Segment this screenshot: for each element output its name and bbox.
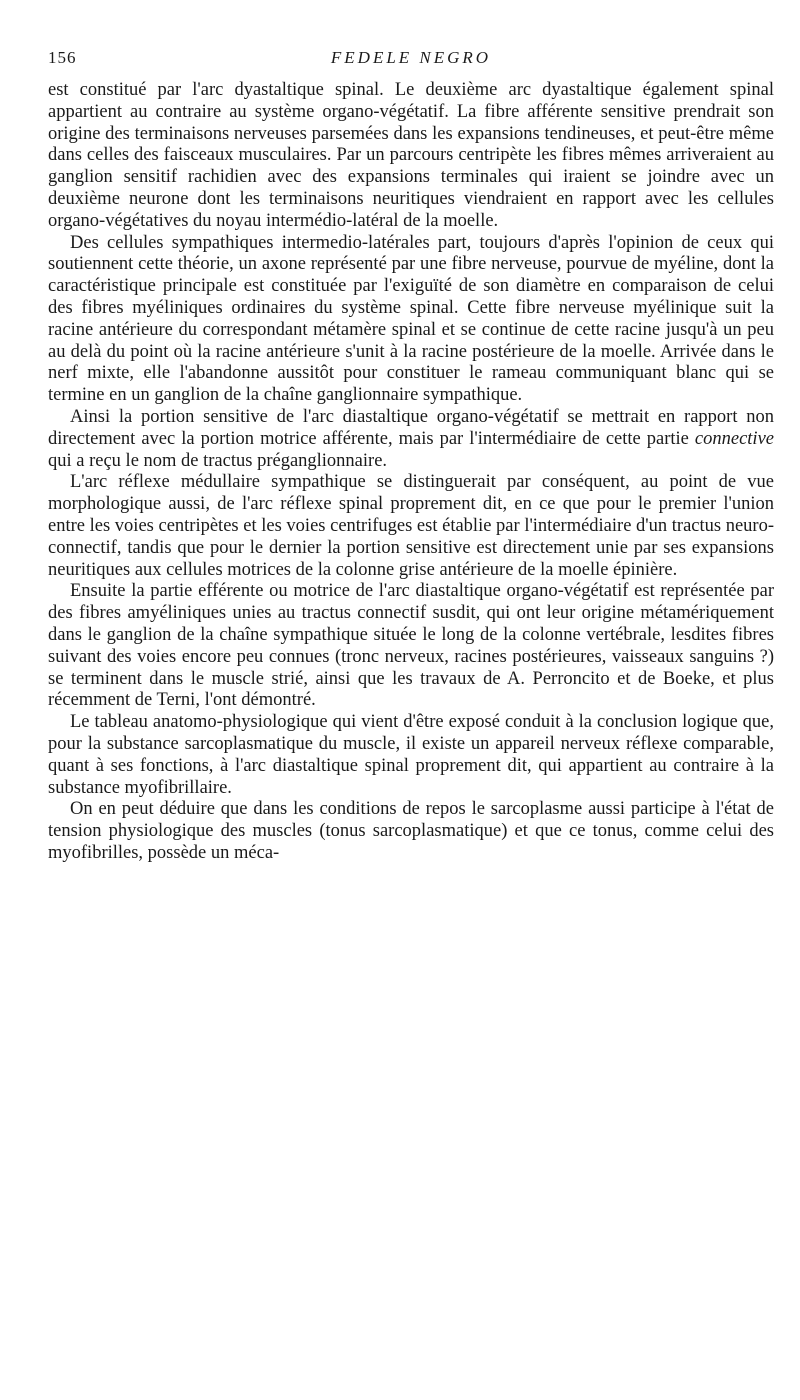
paragraph-3-text-after: qui a reçu le nom de tractus préganglionnaire. bbox=[48, 450, 388, 471]
paragraph-3 bbox=[48, 407, 774, 472]
body-text bbox=[48, 80, 774, 865]
paragraph-2: Des cellules sympathiques intermedio-latérales part, toujours d'après l'opinion de ceux qui soutiennent cette théorie, un axone représenté par une fibre nerveuse, pourvue de myéline, dont la caractéristique principale est constituée par l'exiguïté de son diamètre en comparaison de celui des fibres myéliniques ordinaires du système spinal. Cette fibre nerveuse myélinique suit la racine antérieure du correspondant métamère spinal et se continue de cette racine jusqu'à un peu au delà du point où la racine antérieure s'unit à la racine postérieure de la moelle. Arrivée dans le nerf mixte, elle l'abandonne aussitôt pour constituer le rameau communiquant blanc qui se termine en un ganglion de la chaîne ganglionnaire sympathique. bbox=[48, 232, 774, 406]
page-number: 156 bbox=[48, 48, 77, 67]
paragraph-4: L'arc réflexe médullaire sympathique se distinguerait par conséquent, au point de vue morphologique aussi, de l'arc réflexe spinal proprement dit, en ce que pour le premier l'union entre les voies centripètes et les voies centrifuges est établie par l'intermédiaire d'un tractus neuro-connectif, tandis que pour le dernier la portion sensitive est directement unie par ses expansions neuritiques aux cellules motrices de la colonne grise antérieure de la moelle épinière. bbox=[48, 472, 774, 580]
paragraph-3-text-before: Ainsi la portion sensitive de l'arc diastaltique organo-végétatif se mettrait en rapport non directement avec la portion motrice afférente, mais par l'intermédiaire de cette partie bbox=[48, 406, 774, 449]
page-header bbox=[48, 48, 774, 74]
paragraph-5: Ensuite la partie efférente ou motrice de l'arc diastaltique organo-végétatif est représentée par des fibres amyéliniques unies au tractus connectif susdit, qui ont leur origine métamériquement dans le ganglion de la chaîne sympathique située le long de la colonne vertébrale, lesdites fibres suivant des voies encore peu connues (tronc nerveux, racines postérieures, vaisseaux sanguins ?) se terminent dans le muscle strié, ainsi que les travaux de A. Perroncito et de Boeke, et plus récemment de Terni, l'ont démontré. bbox=[48, 581, 774, 711]
paragraph-3-italic-term: connective bbox=[694, 428, 774, 449]
paragraph-1: est constitué par l'arc dyastaltique spinal. Le deuxième arc dyastaltique également spinal appartient au contraire au système organo-végétatif. La fibre afférente sensitive prendrait son origine des terminaisons nerveuses parsemées dans les expansions tendineuses, et peut-être même dans celles des faisceaux musculaires. Par un parcours centripète les fibres mêmes arriveraient au ganglion sensitif rachidien avec des expansions terminales qui iraient se joindre avec un deuxième neurone dont les terminaisons neuritiques viendraient en rapport avec les cellules organo-végétatives du noyau intermédio-latéral de la moelle. bbox=[48, 80, 774, 231]
running-head: FEDELE NEGRO bbox=[330, 48, 492, 67]
paragraph-6: Le tableau anatomo-physiologique qui vient d'être exposé conduit à la conclusion logique que, pour la substance sarcoplasmatique du muscle, il existe un appareil nerveux réflexe comparable, quant à ses fonctions, à l'arc diastaltique spinal proprement dit, qui appartient au contraire à la substance myofibrillaire. bbox=[48, 712, 774, 798]
paragraph-7: On en peut déduire que dans les conditions de repos le sarcoplasme aussi participe à l'état de tension physiologique des muscles (tonus sarcoplasmatique) et que ce tonus, comme celui des myofibrilles, possède un méca- bbox=[48, 799, 774, 863]
